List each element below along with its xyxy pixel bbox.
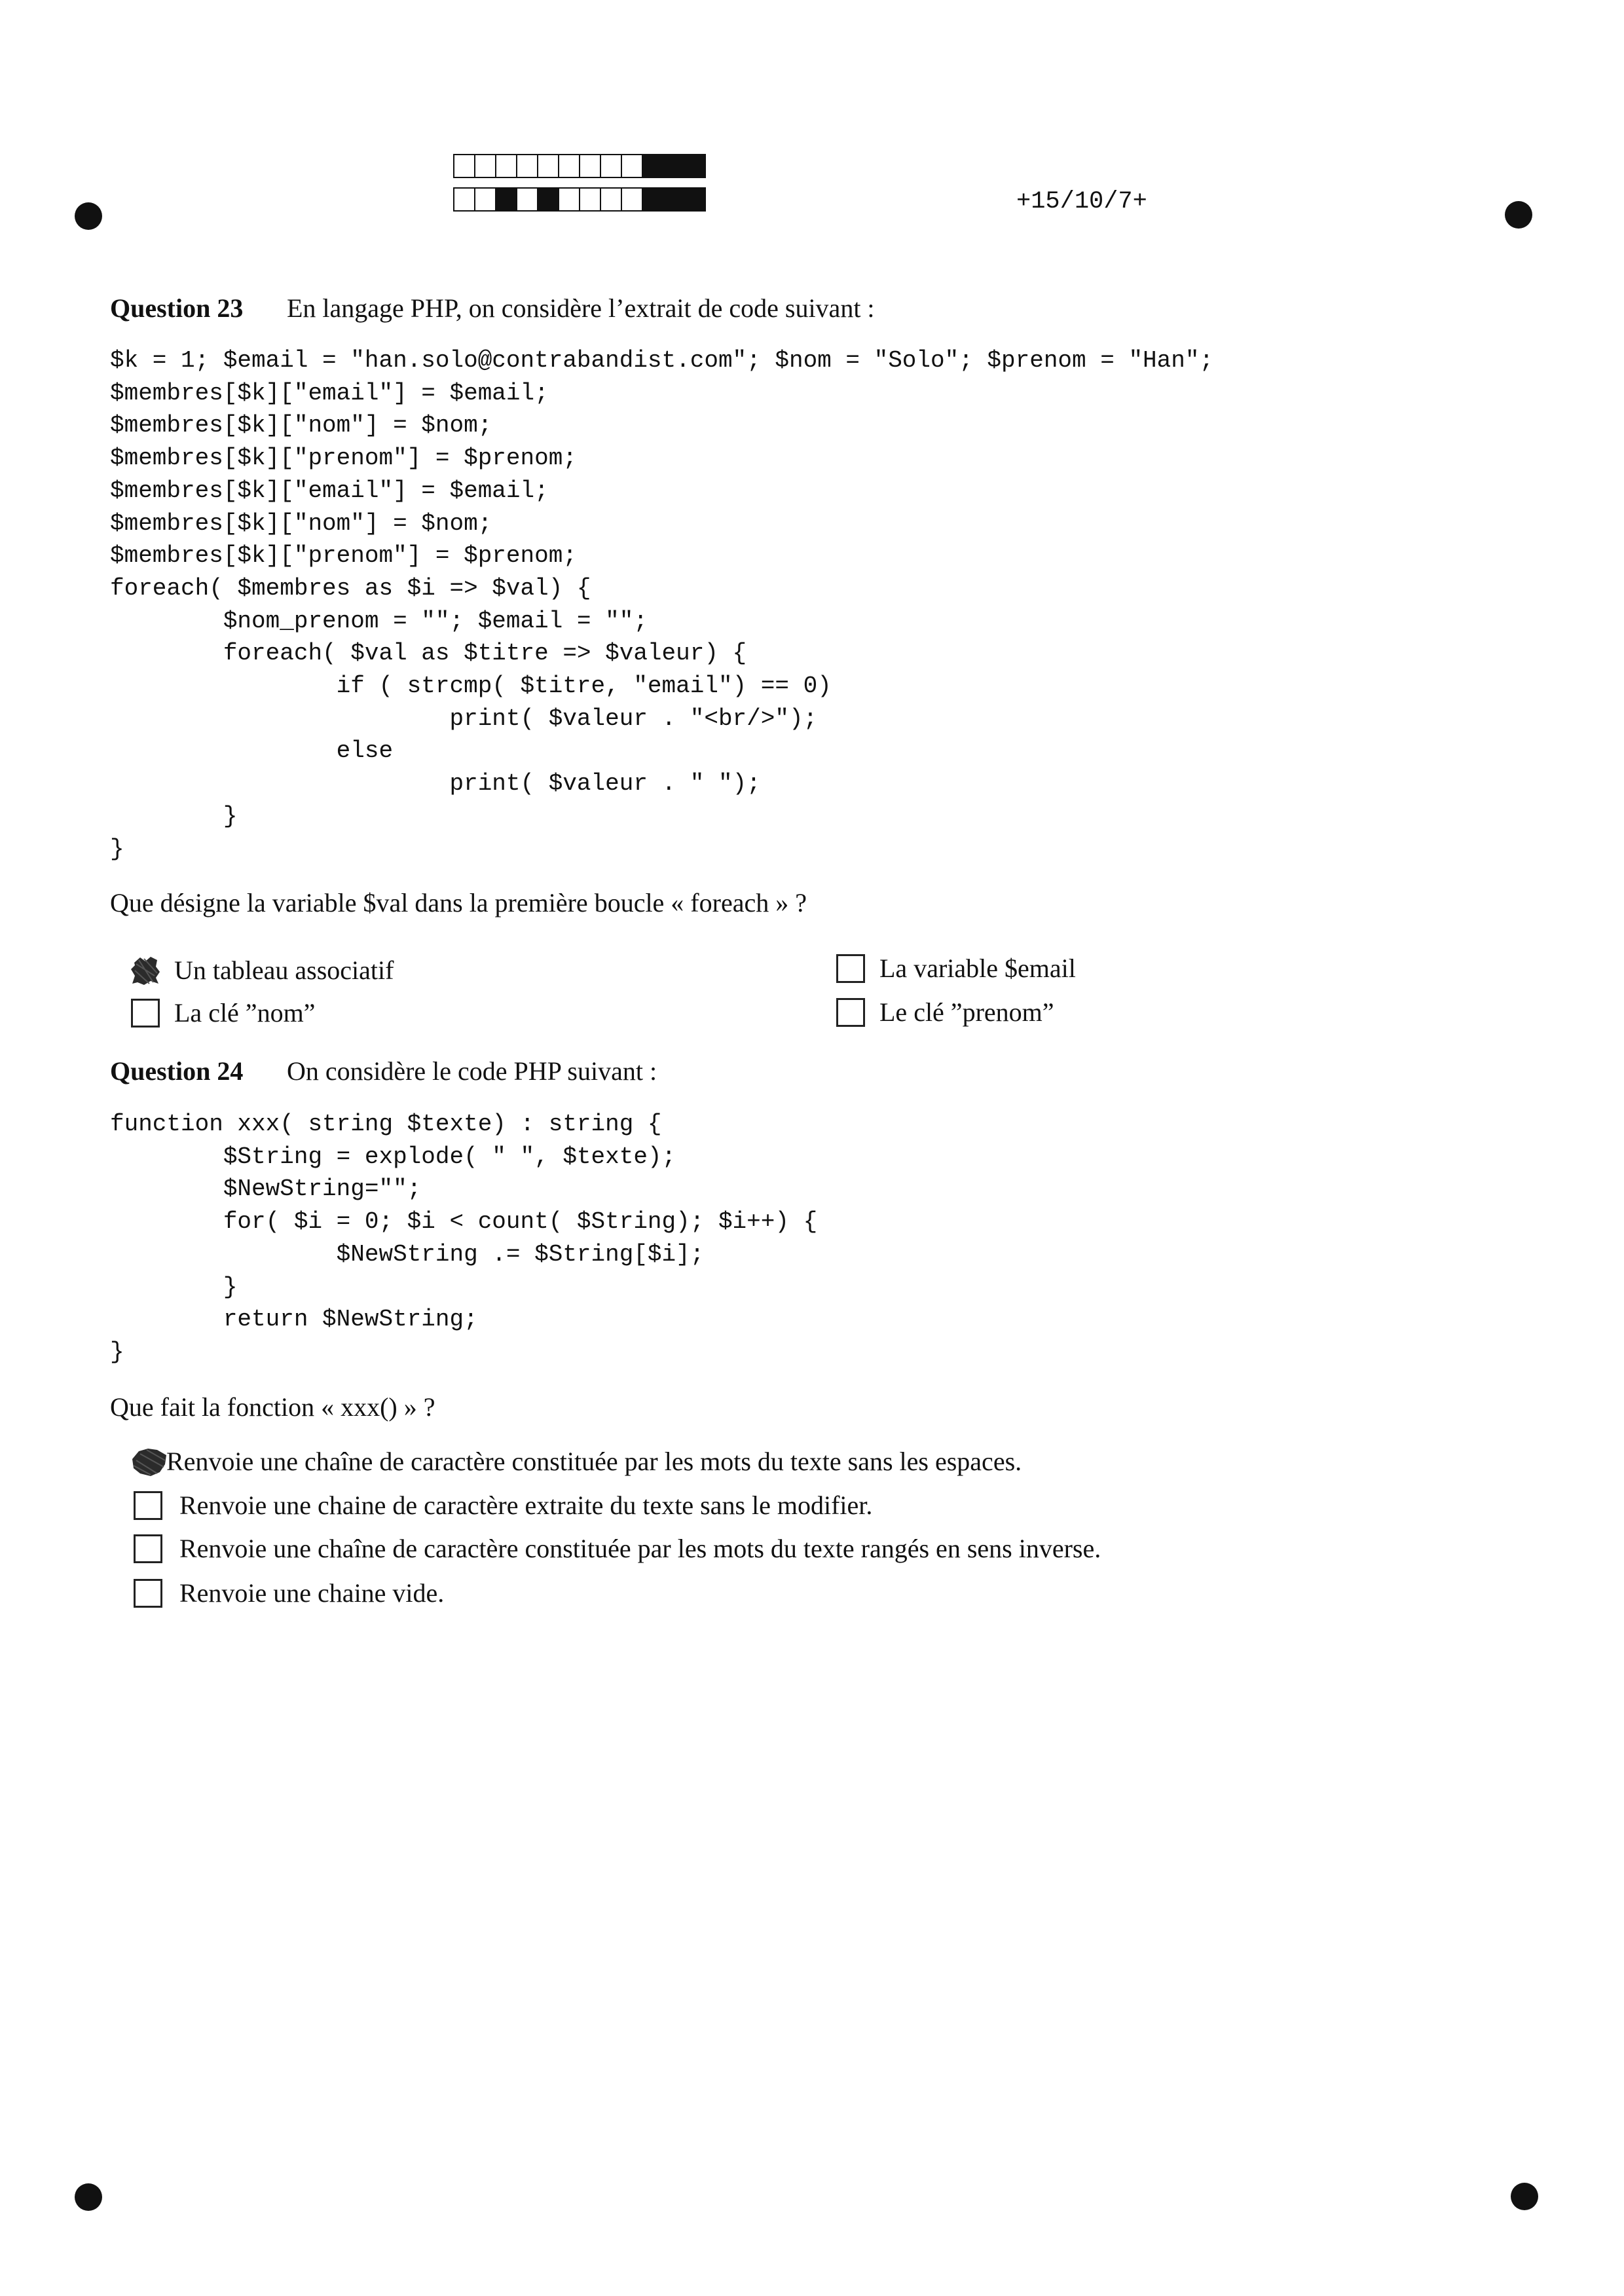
- answer-choice[interactable]: [134, 1533, 1101, 1564]
- question-statement: En langage PHP, on considère l’extrait de code suivant :: [287, 293, 875, 323]
- choice-label: La clé ”nom”: [174, 998, 316, 1028]
- checkbox[interactable]: [836, 954, 865, 983]
- answer-choice[interactable]: [131, 997, 315, 1028]
- barcode-cell: [621, 187, 643, 212]
- question-prompt: Que désigne la variable $val dans la première boucle « foreach » ?: [110, 888, 807, 917]
- barcode-cell: [537, 154, 559, 178]
- checkbox[interactable]: [134, 1579, 162, 1608]
- answer-choice[interactable]: [134, 1490, 872, 1521]
- registration-mark-bottom-right: [1511, 2183, 1538, 2210]
- question-statement: On considère le code PHP suivant :: [287, 1056, 657, 1086]
- barcode-cell: [579, 154, 601, 178]
- answer-choice[interactable]: [131, 955, 394, 986]
- barcode-cell: [642, 187, 664, 212]
- barcode-cell: [600, 187, 622, 212]
- barcode-cell: [579, 187, 601, 212]
- code-block: function xxx( string $texte) : string { $String = explode( " ", $texte); $NewString=""; for( $i = 0; $i < count( $String); $i++) { $NewString .= $String[$i]; } return $NewString; }: [110, 1111, 818, 1365]
- choice-label: La variable $email: [879, 954, 1076, 983]
- choice-label: Renvoie une chaîne de caractère constituée par les mots du texte rangés en sens inverse.: [179, 1534, 1101, 1563]
- page-id: +15/10/7+: [1016, 188, 1147, 215]
- question-label: Question 24: [110, 1056, 244, 1086]
- pencil-fill-mark: [131, 1447, 168, 1476]
- checkbox[interactable]: [134, 1491, 162, 1520]
- registration-mark-top-left: [75, 202, 102, 230]
- pencil-fill-mark: [131, 956, 160, 985]
- choice-label: Renvoie une chaîne de caractère constituée par les mots du texte sans les espaces.: [166, 1447, 1022, 1476]
- question-24-header: [110, 1056, 657, 1086]
- choice-label: Renvoie une chaine vide.: [179, 1578, 445, 1608]
- choice-label: Renvoie une chaine de caractère extraite du texte sans le modifier.: [179, 1491, 873, 1520]
- checkbox[interactable]: [836, 998, 865, 1027]
- barcode-cell: [453, 187, 475, 212]
- question-23-header: [110, 293, 875, 324]
- choice-label: Un tableau associatif: [174, 955, 394, 985]
- checked-checkbox[interactable]: [131, 956, 160, 985]
- code-block: $k = 1; $email = "han.solo@contrabandist.com"; $nom = "Solo"; $prenom = "Han"; $membres[$k]["email"] = $email; $membres[$k]["nom"] = $nom; $membres[$k]["prenom"] = $prenom; $membres[$k]["email"] = $email; $membres[$k]["nom"] = $nom; $membres[$k]["prenom"] = $prenom; foreach( $membres as $i => $val) { $nom_prenom = ""; $email = ""; foreach( $val as $titre => $valeur) { if ( strcmp( $titre, "email") == 0) print( $valeur . "<br/>"); else print( $valeur . " "); } }: [110, 347, 1214, 862]
- barcode-cell: [621, 154, 643, 178]
- barcode-cell: [516, 187, 538, 212]
- barcode-cell: [537, 187, 559, 212]
- checked-checkbox[interactable]: [131, 1447, 160, 1476]
- barcode-cell: [558, 154, 580, 178]
- question-prompt: Que fait la fonction « xxx() » ?: [110, 1392, 435, 1422]
- question-label: Question 23: [110, 293, 244, 323]
- barcode-cell: [600, 154, 622, 178]
- barcode-row-bottom: [453, 187, 705, 212]
- barcode-row-top: [453, 154, 705, 178]
- barcode-cell: [558, 187, 580, 212]
- barcode-cell: [495, 187, 517, 212]
- barcode-cell: [642, 154, 664, 178]
- barcode-cell: [684, 154, 706, 178]
- answer-choice[interactable]: [131, 1446, 1022, 1477]
- registration-mark-bottom-left: [75, 2183, 102, 2211]
- choice-label: Le clé ”prenom”: [879, 997, 1054, 1027]
- barcode-cell: [474, 154, 496, 178]
- barcode-cell: [684, 187, 706, 212]
- barcode-cell: [516, 154, 538, 178]
- barcode-cell: [474, 187, 496, 212]
- barcode-cell: [663, 187, 685, 212]
- checkbox[interactable]: [131, 999, 160, 1028]
- barcode-cell: [495, 154, 517, 178]
- answer-choice[interactable]: [836, 953, 1076, 984]
- barcode-cell: [453, 154, 475, 178]
- checkbox[interactable]: [134, 1534, 162, 1563]
- barcode-cell: [663, 154, 685, 178]
- registration-mark-top-right: [1505, 201, 1532, 229]
- answer-choice[interactable]: [134, 1578, 444, 1608]
- answer-choice[interactable]: [836, 997, 1054, 1028]
